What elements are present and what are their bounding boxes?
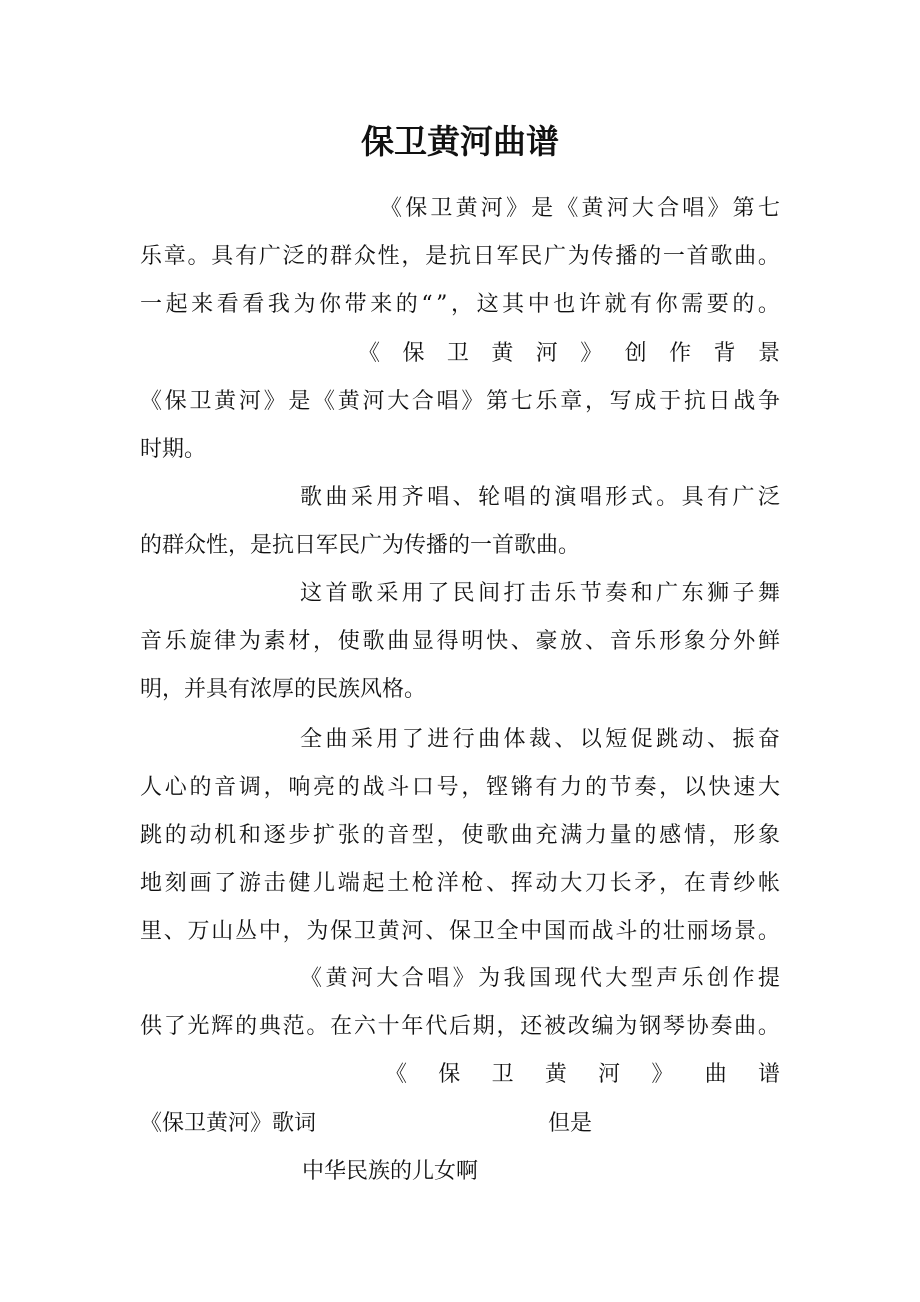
- para-3-line-1: 歌 曲 采 用 齐 唱 、 轮 唱 的 演 唱 形 式 。 具 有 广 泛: [300, 485, 780, 510]
- lyrics-heading: 《保卫黄河》歌词: [140, 1111, 317, 1136]
- para-2-line-1: 《 保 卫 黄 河 》 是 《 黄 河 大 合 唱 》 第 七 乐 章 ， 写 成 于 抗 日 战 争: [140, 389, 780, 414]
- para-1-line-3: 一 起 来 看 看 我 为 你 带 来 的 “ ” ， 这 其 中 也 许 就 有 你 需 要 的 。: [140, 292, 780, 317]
- para-4-line-1: 这 首 歌 采 用 了 民 间 打 击 乐 节 奏 和 广 东 狮 子 舞: [300, 581, 780, 606]
- para-4-line-3: 明，并具有浓厚的民族风格。: [140, 677, 427, 702]
- lyrics-line-1: 中华民族的儿女啊: [302, 1159, 479, 1184]
- section-heading-background: 《 保 卫 黄 河 》 创 作 背 景: [358, 341, 780, 366]
- para-2-line-2: 时期。: [140, 437, 207, 462]
- para-4-line-2: 音 乐 旋 律 为 素 材 ， 使 歌 曲 显 得 明 快 、 豪 放 、 音 乐 形 象 分 外 鲜: [140, 629, 780, 654]
- para-1-line-1: 《 保 卫 黄 河 》 是 《 黄 河 大 合 唱 》 第 七: [380, 196, 780, 221]
- lyrics-line-but: 但是: [548, 1111, 593, 1136]
- para-5-line-5: 里 、 万 山 丛 中 ， 为 保 卫 黄 河 、 保 卫 全 中 国 而 战 斗 的 壮 丽 场 景 。: [140, 919, 780, 944]
- para-5-line-2: 人 心 的 音 调 ， 响 亮 的 战 斗 口 号 ， 铿 锵 有 力 的 节 奏 ， 以 快 速 大: [140, 775, 780, 800]
- para-5-line-3: 跳 的 动 机 和 逐 步 扩 张 的 音 型 ， 使 歌 曲 充 满 力 量 的 感 情 ， 形 象: [140, 823, 780, 848]
- para-3-line-2: 的群众性，是抗日军民广为传播的一首歌曲。: [140, 533, 581, 558]
- para-1-line-2: 乐 章 。 具 有 广 泛 的 群 众 性 ， 是 抗 日 军 民 广 为 传 播 的 一 首 歌 曲 。: [140, 244, 780, 269]
- para-5-line-1: 全 曲 采 用 了 进 行 曲 体 裁 、 以 短 促 跳 动 、 振 奋: [300, 727, 780, 752]
- para-6-line-1: 《 黄 河 大 合 唱 》 为 我 国 现 代 大 型 声 乐 创 作 提: [300, 966, 780, 991]
- para-6-line-2: 供 了 光 辉 的 典 范 。 在 六 十 年 代 后 期 ， 还 被 改 编 为 钢 琴 协 奏 曲 。: [140, 1014, 780, 1039]
- document-title: 保卫黄河曲谱: [361, 122, 559, 161]
- para-5-line-4: 地 刻 画 了 游 击 健 儿 端 起 土 枪 洋 枪 、 挥 动 大 刀 长 矛 ， 在 青 纱 帐: [140, 871, 780, 896]
- section-heading-score: 《 保 卫 黄 河 》 曲 谱: [385, 1062, 780, 1087]
